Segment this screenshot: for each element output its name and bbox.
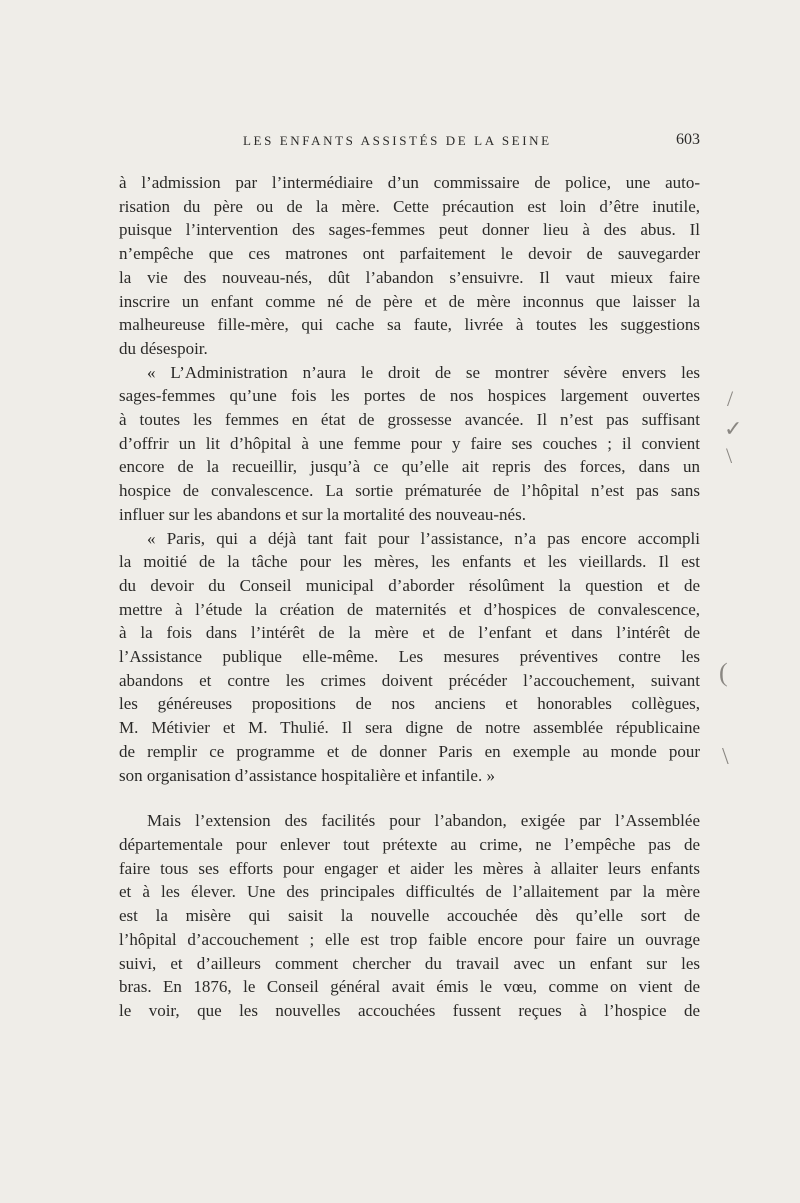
page-number: 603 — [676, 131, 700, 148]
text-line: bras. En 1876, le Conseil général avait émis le vœu, comme on vient de — [119, 977, 700, 997]
text-line: du désespoir. — [119, 338, 208, 358]
text-line: l’hôpital d’accouchement ; elle est trop faible encore pour faire un ouvrage — [119, 929, 700, 949]
text-line: le voir, que les nouvelles accouchées fussent reçues à l’hospice de — [119, 1000, 700, 1020]
text-line: l’Assistance publique elle-même. Les mesures préventives contre les — [119, 647, 700, 667]
text-line: inscrire un enfant comme né de père et de mère inconnus que laisser la — [119, 291, 700, 311]
text-line: faire tous ses efforts pour engager et aider les mères à allaiter leurs enfants — [119, 858, 700, 878]
text-line: Mais l’extension des facilités pour l’abandon, exigée par l’Assemblée — [147, 811, 700, 831]
text-line: « L’Administration n’aura le droit de se montrer sévère envers les — [147, 362, 700, 382]
text-line: départementale pour enlever tout prétexte au crime, ne l’empêche pas de — [119, 834, 700, 854]
margin-pencil-mark: / — [727, 386, 734, 411]
text-line: mettre à l’étude la création de maternités et d’hospices de convalescence, — [119, 599, 700, 619]
text-line: est la misère qui saisit la nouvelle accouchée dès qu’elle sort de — [119, 906, 700, 926]
text-line: hospice de convalescence. La sortie prématurée de l’hôpital n’est pas sans — [119, 481, 700, 501]
page-header — [119, 131, 700, 153]
text-line: les généreuses propositions de nos anciens et honorables collègues, — [119, 694, 700, 714]
body-text — [119, 171, 700, 1023]
text-line: et à les élever. Une des principales difficultés de l’allaitement par la mère — [119, 882, 700, 902]
margin-pencil-mark: \ — [722, 744, 729, 770]
text-line: à la fois dans l’intérêt de la mère et de l’enfant et dans l’intérêt de — [119, 623, 700, 643]
text-line: de remplir ce programme et de donner Paris en exemple au monde pour — [119, 741, 700, 761]
text-line: risation du père ou de la mère. Cette précaution est loin d’être inutile, — [119, 196, 700, 216]
text-line: puisque l’intervention des sages-femmes peut donner lieu à des abus. Il — [119, 220, 700, 240]
margin-pencil-mark: ✓ — [724, 416, 743, 441]
margin-pencil-mark: \ — [726, 443, 733, 468]
text-line: suivi, et d’ailleurs comment chercher du travail avec un enfant sur les — [119, 953, 700, 973]
paragraph-gap — [119, 787, 700, 809]
text-line: influer sur les abandons et sur la mortalité des nouveau-nés. — [119, 504, 526, 524]
text-line: la moitié de la tâche pour les mères, les enfants et les vieillards. Il est — [119, 552, 700, 572]
running-title: LES ENFANTS ASSISTÉS DE LA SEINE — [243, 133, 552, 148]
margin-pencil-mark: ( — [719, 658, 728, 687]
text-line: son organisation d’assistance hospitalière et infantile. » — [119, 765, 495, 785]
text-line: à l’admission par l’intermédiaire d’un commissaire de police, une auto- — [119, 173, 700, 192]
text-line: malheureuse fille-mère, qui cache sa faute, livrée à toutes les suggestions — [119, 315, 700, 335]
text-line: n’empêche que ces matrones ont parfaitement le devoir de sauvegarder — [119, 244, 700, 264]
text-line: du devoir du Conseil municipal d’aborder résolûment la question et de — [119, 575, 700, 595]
text-line: à toutes les femmes en état de grossesse avancée. Il n’est pas suffisant — [119, 410, 700, 430]
text-line: sages-femmes qu’une fois les portes de nos hospices largement ouvertes — [119, 386, 700, 406]
text-line: M. Métivier et M. Thulié. Il sera digne de notre assemblée républicaine — [119, 718, 700, 738]
text-line: encore de la recueillir, jusqu’à ce qu’elle ait repris des forces, dans un — [119, 457, 700, 477]
text-line: d’offrir un lit d’hôpital à une femme pour y faire ses couches ; il convient — [119, 433, 700, 453]
text-line: la vie des nouveau-nés, dût l’abandon s’ensuivre. Il vaut mieux faire — [119, 267, 700, 287]
text-line: abandons et contre les crimes doivent précéder l’accouchement, suivant — [119, 670, 700, 690]
text-line: « Paris, qui a déjà tant fait pour l’assistance, n’a pas encore accompli — [147, 528, 700, 548]
